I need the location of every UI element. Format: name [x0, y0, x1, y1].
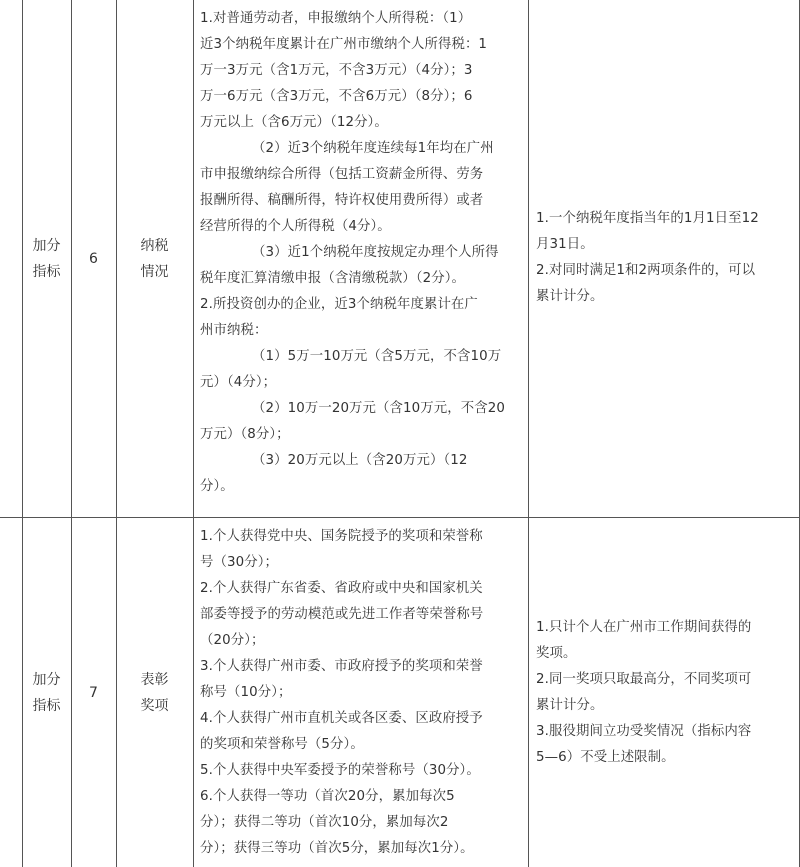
- content-line: （20分）；: [200, 633, 265, 648]
- content-line: 万一3万元（含1万元，不含3万元）（4分）；3: [200, 63, 473, 78]
- note-line: 2.同一奖项只取最高分，不同奖项可: [536, 672, 752, 687]
- content-line: 税年度汇算清缴申报（含清缴税款）（2分）。: [200, 271, 466, 286]
- content-line: 万一6万元（含3万元，不含6万元）（8分）；6: [200, 89, 473, 104]
- note-line: 累计计分。: [536, 289, 604, 304]
- content-text: [200, 524, 526, 862]
- content-line: 3.个人获得广州市委、市政府授予的奖项和荣誉: [200, 659, 483, 674]
- content-line: 分）。: [200, 479, 234, 494]
- content-line: 元）（4分）；: [200, 375, 277, 390]
- note-line: 5—6）不受上述限制。: [536, 750, 675, 765]
- content-line: 报酬所得、稿酬所得，特许权使用费所得）或者: [200, 193, 484, 208]
- content-line: 6.个人获得一等功（首次20分，累加每次5: [200, 789, 455, 804]
- note-line: 累计计分。: [536, 698, 604, 713]
- item-name: 纳税 情况: [140, 237, 169, 280]
- content-line: 经营所得的个人所得税（4分）。: [200, 219, 391, 234]
- column-divider: [528, 0, 529, 867]
- content-line: 市申报缴纳综合所得（包括工资薪金所得、劳务: [200, 167, 484, 182]
- content-line: 万元以上（含6万元）（12分）。: [200, 115, 388, 130]
- content-line: 万元）（8分）；: [200, 427, 290, 442]
- item-name: 表彰 奖项: [140, 671, 169, 714]
- content-line: 2.所投资创办的企业，近3个纳税年度累计在广: [200, 297, 478, 312]
- content-line: 号（30分）；: [200, 555, 278, 570]
- note-line: 1.一个纳税年度指当年的1月1日至12: [536, 211, 759, 226]
- content-line: 5.个人获得中央军委授予的荣誉称号（30分）。: [200, 763, 480, 778]
- content-line: 称号（10分）；: [200, 685, 292, 700]
- note-line: 3.服役期间立功受奖情况（指标内容: [536, 724, 752, 739]
- content-line: 4.个人获得广州市直机关或各区委、区政府授予: [200, 711, 483, 726]
- content-line: （2）10万一20万元（含10万元，不含20: [252, 401, 505, 416]
- content-line: （2）近3个纳税年度连续每1年均在广州: [252, 141, 494, 156]
- content-line: 2.个人获得广东省委、省政府或中央和国家机关: [200, 581, 483, 596]
- content-line: 分）；获得二等功（首次10分，累加每次2: [200, 815, 449, 830]
- content-line: 州市纳税：: [200, 323, 268, 338]
- category-cell: 加分 指标: [32, 671, 61, 714]
- content-line: （3）20万元以上（含20万元）（12: [252, 453, 468, 468]
- note-line: 月31日。: [536, 237, 594, 252]
- note-line: 1.只计个人在广州市工作期间获得的: [536, 620, 752, 635]
- item-number: 6: [89, 250, 98, 267]
- content-line: 分）；获得三等功（首次5分，累加每次1分）。: [200, 841, 474, 856]
- content-text: [200, 6, 526, 500]
- column-divider: [193, 0, 194, 867]
- note-line: 奖项。: [536, 646, 577, 661]
- content-line: （3）近1个纳税年度按规定办理个人所得: [252, 245, 499, 260]
- note-line: 2.对同时满足1和2两项条件的，可以: [536, 263, 756, 278]
- content-line: 1.对普通劳动者，申报缴纳个人所得税：（1）: [200, 11, 472, 26]
- content-line: 1.个人获得党中央、国务院授予的奖项和荣誉称: [200, 529, 483, 544]
- note-text: [536, 206, 798, 310]
- content-line: （1）5万一10万元（含5万元，不含10万: [252, 349, 502, 364]
- item-number: 7: [89, 684, 98, 701]
- content-line: 近3个纳税年度累计在广州市缴纳个人所得税：1: [200, 37, 488, 52]
- content-line: 的奖项和荣誉称号（5分）。: [200, 737, 364, 752]
- content-line: 部委等授予的劳动模范或先进工作者等荣誉称号: [200, 607, 484, 622]
- note-text: [536, 615, 798, 771]
- category-cell: 加分 指标: [32, 237, 61, 280]
